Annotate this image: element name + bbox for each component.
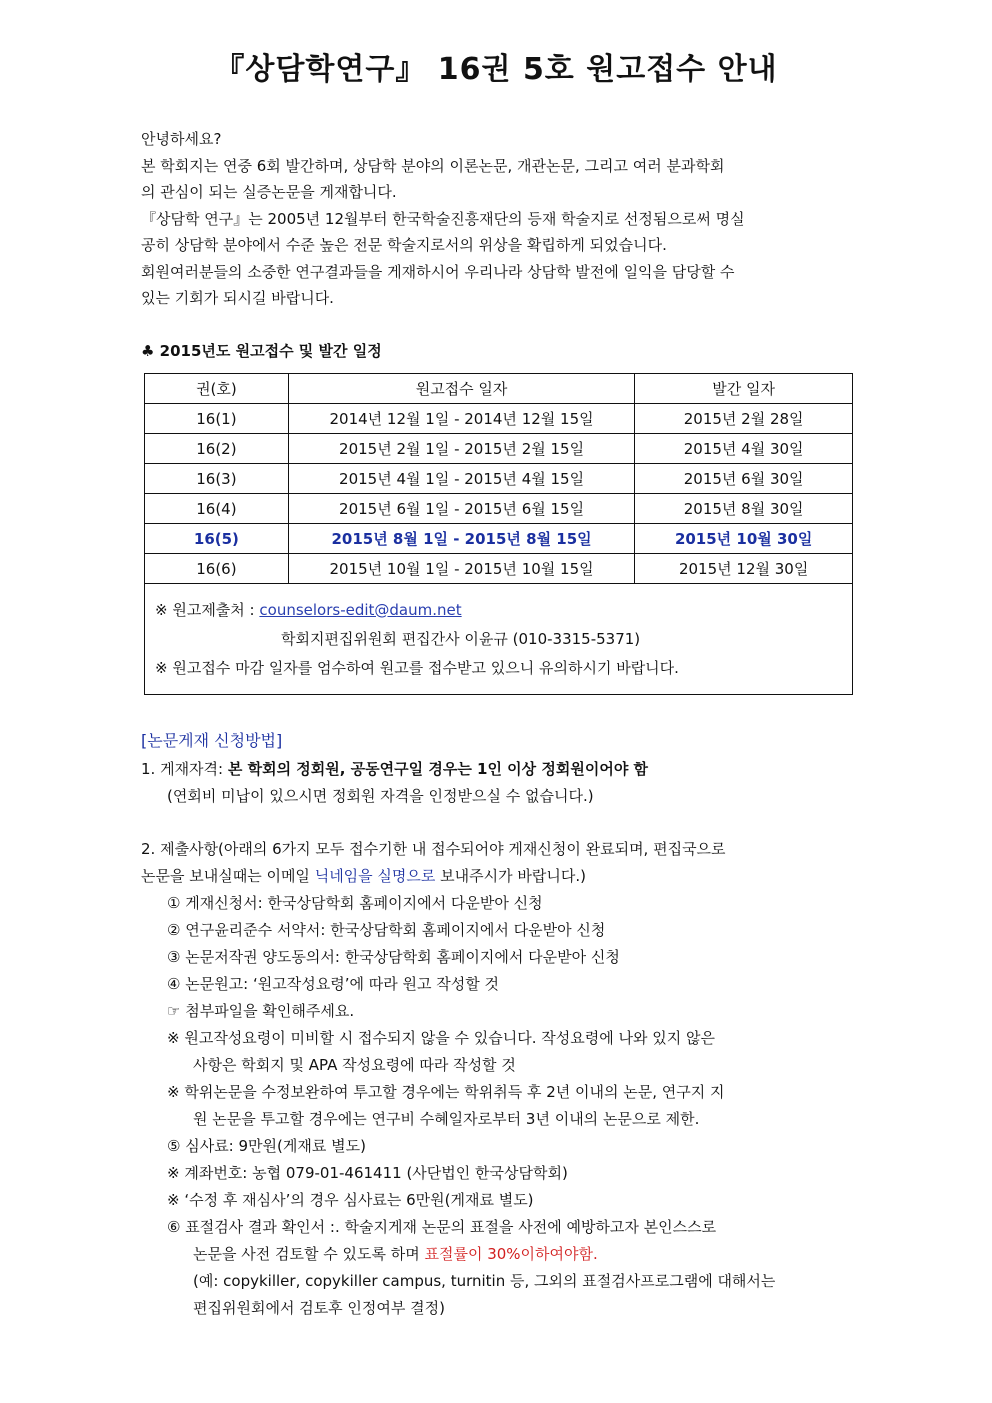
- item-eligibility: 1. 게재자격: 본 학회의 정회원, 공동연구일 경우는 1인 이상 정회원이어야 함: [141, 760, 649, 778]
- schedule-heading: ♣ 2015년도 원고접수 및 발간 일정: [141, 342, 382, 360]
- cell-publication: 2015년 10월 30일: [635, 524, 853, 554]
- note-cont: 원 논문을 투고할 경우에는 연구비 수혜일자로부터 3년 이내의 논문으로 제한.: [193, 1110, 700, 1128]
- note: ※ 학위논문을 수정보완하여 투고할 경우에는 학위취득 후 2년 이내의 논문, 연구지 지: [167, 1083, 725, 1101]
- cell-submission: 2015년 2월 1일 - 2015년 2월 15일: [288, 434, 634, 464]
- cell-submission: 2015년 10월 1일 - 2015년 10월 15일: [288, 554, 634, 584]
- table-row: [145, 554, 853, 584]
- cell-publication: 2015년 12월 30일: [635, 554, 853, 584]
- email-link[interactable]: counselors-edit@daum.net: [259, 600, 462, 619]
- account-note: ※ 계좌번호: 농협 079-01-461411 (사단법인 한국상담학회): [167, 1164, 568, 1182]
- intro-greeting: 안녕하세요?: [141, 130, 222, 148]
- column-header-submission: 원고접수 일자: [288, 374, 634, 404]
- intro-text: 본 학회지는 연중 6회 발간하며, 상담학 분야의 이론논문, 개관논문, 그리고 여러 분과학회: [141, 156, 725, 175]
- cell-volume: 16(4): [145, 494, 289, 524]
- method-heading: [논문게재 신청방법]: [141, 731, 283, 750]
- cell-volume: 16(5): [145, 524, 289, 554]
- item-submission-cont: 논문을 보내실때는 이메일 닉네임을 실명으로 보내주시가 바랍니다.): [141, 867, 586, 885]
- cell-submission: 2015년 4월 1일 - 2015년 4월 15일: [288, 464, 634, 494]
- cell-volume: 16(6): [145, 554, 289, 584]
- cell-submission: 2015년 6월 1일 - 2015년 6월 15일: [288, 494, 634, 524]
- intro-text: 있는 기회가 되시길 바랍니다.: [141, 289, 334, 307]
- cell-volume: 16(2): [145, 434, 289, 464]
- eligibility-note: (연회비 미납이 있으시면 정회원 자격을 인정받으실 수 없습니다.): [167, 787, 594, 805]
- sub-item: ④ 논문원고: ‘원고작성요령’에 따라 원고 작성할 것: [167, 975, 499, 993]
- cell-publication: 2015년 8월 30일: [635, 494, 853, 524]
- column-header-publication: 발간 일자: [635, 374, 853, 404]
- plagiarism-examples: (예: copykiller, copykiller campus, turnitin 등, 그외의 표절검사프로그램에 대해서는: [193, 1272, 776, 1290]
- column-header-volume: 권(호): [145, 374, 289, 404]
- cell-submission: 2015년 8월 1일 - 2015년 8월 15일: [288, 524, 634, 554]
- attachment-note: ☞ 첨부파일을 확인해주세요.: [167, 1002, 355, 1020]
- note-cont: 사항은 학회지 및 APA 작성요령에 따라 작성할 것: [193, 1056, 516, 1074]
- plagiarism-examples-cont: 편집위원회에서 검토후 인정여부 결정): [193, 1299, 445, 1317]
- sub-item: ② 연구윤리준수 서약서: 한국상담학회 홈페이지에서 다운받아 신청: [167, 921, 606, 939]
- cell-publication: 2015년 6월 30일: [635, 464, 853, 494]
- sub-item: ⑥ 표절검사 결과 확인서 :. 학술지게재 논문의 표절을 사전에 예방하고자 본인스스로: [167, 1218, 717, 1236]
- sub-item: ⑤ 심사료: 9만원(게재료 별도): [167, 1137, 366, 1155]
- method-section: [141, 756, 853, 1322]
- table-row: [145, 434, 853, 464]
- cell-volume: 16(1): [145, 404, 289, 434]
- sub-item: ① 게재신청서: 한국상담학회 홈페이지에서 다운받아 신청: [167, 894, 543, 912]
- page-title: 『상담학연구』 16권 5호 원고접수 안내: [214, 52, 778, 87]
- submit-label: ※ 원고제출처 :: [155, 600, 260, 619]
- table-row: [145, 404, 853, 434]
- cell-volume: 16(3): [145, 464, 289, 494]
- editor-contact: 학회지편집위원회 편집간사 이윤규 (010-3315-5371): [281, 629, 641, 648]
- table-row-highlighted: [145, 524, 853, 554]
- schedule-table: [144, 373, 853, 695]
- nickname-note: 닉네임을 실명으로: [314, 867, 436, 885]
- note: ※ 원고작성요령이 미비할 시 접수되지 않을 수 있습니다. 작성요령에 나와 있지 않은: [167, 1029, 715, 1047]
- intro-section: [141, 126, 851, 312]
- rereview-note: ※ ‘수정 후 재심사’의 경우 심사료는 6만원(게재료 별도): [167, 1191, 534, 1209]
- intro-text: 회원여러분들의 소중한 연구결과들을 게재하시어 우리나라 상담학 발전에 일익을 담당할 수: [141, 262, 735, 281]
- notes-cell: [145, 584, 853, 695]
- table-row: [145, 464, 853, 494]
- submission-contact: [155, 596, 852, 625]
- cell-publication: 2015년 4월 30일: [635, 434, 853, 464]
- deadline-note: ※ 원고접수 마감 일자를 엄수하여 원고를 접수받고 있으니 유의하시기 바랍니다.: [155, 658, 679, 677]
- table-header-row: [145, 374, 853, 404]
- cell-publication: 2015년 2월 28일: [635, 404, 853, 434]
- plagiarism-note: 논문을 사전 검토할 수 있도록 하며 표절률이 30%이하여야함.: [193, 1245, 598, 1263]
- intro-text: 『상담학 연구』는 2005년 12월부터 한국학술진흥재단의 등재 학술지로 선정됨으로써 명실: [141, 209, 745, 228]
- table-notes-row: [145, 584, 853, 695]
- intro-text: 공히 상담학 분야에서 수준 높은 전문 학술지로서의 위상을 확립하게 되었습니다.: [141, 236, 667, 254]
- plagiarism-threshold: 표절률이 30%이하여야함.: [424, 1245, 598, 1263]
- intro-text: 의 관심이 되는 실증논문을 게재합니다.: [141, 183, 397, 201]
- cell-submission: 2014년 12월 1일 - 2014년 12월 15일: [288, 404, 634, 434]
- item-submission: 2. 제출사항(아래의 6가지 모두 접수기한 내 접수되어야 게재신청이 완료되며, 편집국으로: [141, 840, 726, 858]
- table-row: [145, 494, 853, 524]
- sub-item: ③ 논문저작권 양도동의서: 한국상담학회 홈페이지에서 다운받아 신청: [167, 948, 620, 966]
